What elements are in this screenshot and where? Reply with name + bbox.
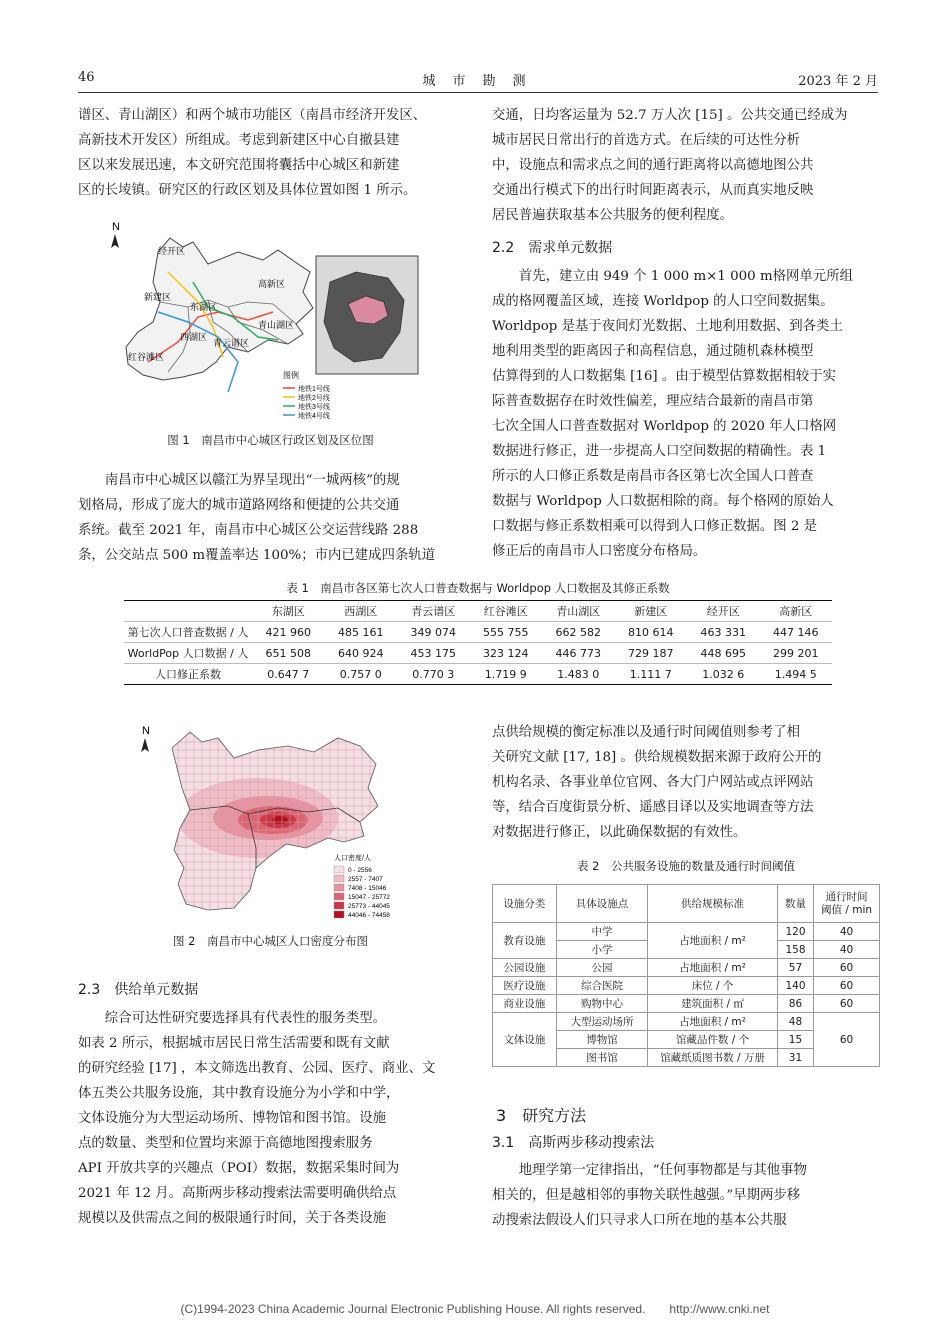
table-row: 小学 158 40 <box>493 941 880 959</box>
section-2-2-heading: 2.2 需求单元数据 <box>492 240 613 256</box>
right-top-text: 交通，日均客运量为 52.7 万人次 [15] 。公共交通已经成为 城市居民日常出行的首选方式。在后续的可达性分析 中，设施点和需求点之间的通行距离将以高德地图公共 交通出行模式下的出行时间距离表示，从而真实地反映 居民普遍获取基本公共服务的便利程度。 <box>492 108 848 223</box>
table-row: 第七次人口普查数据 / 人 421 960 485 161 349 074 555 755 662 582 810 614 463 331 447 146 <box>124 622 832 643</box>
right-22-text: 首先，建立由 949 个 1 000 m×1 000 m格网单元所组 成的格网覆盖区域，连接 Worldpop 的人口空间数据集。 Worldpop 是基于夜间灯光数据、土地利用数据、到各类土 地利用类型的距离因子和高程信息，通过随机森林模型 估算得到的人口数据集 [16] 。由于模型估算数据相较于实 际普查数据存在时效性偏差，理应结合最新的南昌市第 七次全国人口普查数据对 Worldpop 的 2020 年人口格网 数据进行修正，进一步提高人口空间数据的精确性。表 1 所示的人口修正系数是南昌市各区第七次全国人口普查 数据与 Worldpop 人口数据相除的商。每个格网的原始人 口数据与修正系数相乘可以得到人口修正数据。图 2 是 修正后的南昌市人口密度分布格局。 <box>492 269 853 559</box>
north-label: N <box>142 725 150 737</box>
legend-swatch <box>334 884 344 891</box>
table-row: 教育设施 中学 占地面积 / m² 120 40 <box>493 923 880 941</box>
legend-swatch <box>334 893 344 900</box>
section-2-3-heading: 2.3 供给单元数据 <box>78 982 199 998</box>
svg-text:青云谱区: 青云谱区 <box>213 338 250 348</box>
svg-text:东湖区: 东湖区 <box>190 302 218 312</box>
table-row: 人口修正系数 0.647 7 0.757 0 0.770 3 1.719 9 1.483 0 1.111 7 1.032 6 1.494 5 <box>124 664 832 685</box>
right-31-text: 地理学第一定律指出，“任何事物都是与其他事物 相关的，但是越相邻的事物关联性越强。”早期两步移 动搜索法假设人们只寻求人口所在地的基本公共服 <box>492 1163 807 1228</box>
issue-date: 2023 年 2 月 <box>798 74 878 89</box>
svg-text:人口密度/人: 人口密度/人 <box>334 855 371 862</box>
header-rule <box>78 92 878 93</box>
table-2-header: 设施分类 具体设施点 供给规模标准 数量 通行时间 阈值 / min <box>493 885 880 923</box>
legend-label: 0 - 2556 <box>348 867 372 874</box>
north-arrow-icon <box>141 738 149 752</box>
table-row: 商业设施 购物中心 建筑面积 / ㎡ 86 60 <box>493 995 880 1013</box>
svg-text:新建区: 新建区 <box>144 292 172 302</box>
section-3-1-heading: 3.1 高斯两步移动搜索法 <box>492 1135 655 1151</box>
legend-label: 7408 - 15046 <box>348 885 387 892</box>
legend-label: 25773 - 44045 <box>348 903 390 910</box>
legend-label: 44046 - 74458 <box>348 912 390 919</box>
table-1 <box>124 600 832 685</box>
north-arrow-icon <box>111 234 119 248</box>
north-label: N <box>112 221 120 233</box>
figure-1-map <box>98 212 420 424</box>
left-23-text: 综合可达性研究要选择具有代表性的服务类型。 如表 2 所示，根据城市居民日常生活需要和既有文献 的研究经验 [17] ，本文筛选出教育、公园、医疗、商业、文 体五类公共服务设施，其中教育设施分为小学和中学， 文体设施分为大型运动场所、博物馆和图书馆。设施 点的数量、类型和位置均来源于高德地图搜索服务 API 开放共享的兴趣点（POI）数据，数据采集时间为 2021 年 12 月。高斯两步移动搜索法需要明确供给点 规模以及供需点之间的极限通行时间，关于各类设施 <box>78 1011 436 1226</box>
table-row: 公园设施 公园 占地面积 / m² 57 60 <box>493 959 880 977</box>
figure-2-caption: 图 2 南昌市中心城区人口密度分布图 <box>173 934 368 948</box>
legend-label: 15047 - 25772 <box>348 894 390 901</box>
table-row: 医疗设施 综合医院 床位 / 个 140 60 <box>493 977 880 995</box>
svg-text:经开区: 经开区 <box>158 246 186 256</box>
legend-swatch <box>334 911 344 918</box>
table-row: 图书馆 馆藏纸质图书数 / 万册 31 <box>493 1049 880 1067</box>
svg-text:西湖区: 西湖区 <box>180 332 208 342</box>
svg-text:高新区: 高新区 <box>258 279 286 289</box>
table-row: WorldPop 人口数据 / 人 651 508 640 924 453 175 323 124 446 773 729 187 448 695 299 201 <box>124 643 832 664</box>
legend-swatch <box>334 902 344 909</box>
section-3-heading: 3 研究方法 <box>496 1106 587 1125</box>
legend-label: 2557 - 7407 <box>348 876 383 883</box>
table-1-caption: 表 1 南昌市各区第七次人口普查数据与 Worldpop 人口数据及其修正系数 <box>286 581 670 595</box>
legend-swatch <box>334 875 344 882</box>
svg-text:红谷滩区: 红谷滩区 <box>128 352 165 362</box>
journal-title: 城 市 勘 测 <box>422 74 528 89</box>
table-2 <box>492 884 880 1067</box>
svg-text:青山湖区: 青山湖区 <box>258 320 295 330</box>
table-row: 文体设施 大型运动场所 占地面积 / m² 48 60 <box>493 1013 880 1031</box>
figure-2-map <box>138 718 404 924</box>
svg-text:地铁3号线: 地铁3号线 <box>298 404 330 411</box>
right-mid-text: 点供给规模的衡定标准以及通行时间阈值则参考了相 关研究文献 [17, 18] 。供给规模数据来源于政府公开的 机构名录、各事业单位官网、各大门户网站或点评网站 等，结合百度街景分析、遥感目译以及实地调查等方法 对数据进行修正，以此确保数据的有效性。 <box>492 725 822 840</box>
table-2-caption: 表 2 公共服务设施的数量及通行时间阈值 <box>577 859 795 873</box>
figure-1-caption: 图 1 南昌市中心城区行政区划及区位图 <box>167 433 374 447</box>
svg-text:图例: 图例 <box>283 371 299 380</box>
legend-swatch <box>334 866 344 873</box>
left-top-text: 谱区、青山湖区）和两个城市功能区（南昌市经济开发区、 高新技术开发区）所组成。考虑到新建区中心自撤县建 区以来发展迅速，本文研究范围将囊括中心城区和新建 区的长堎镇。研究区的行政区划及具体位置如图 1 所示。 <box>78 108 427 198</box>
svg-text:地铁1号线: 地铁1号线 <box>298 386 330 393</box>
table-1-header: 东湖区 西湖区 青云谱区 红谷滩区 青山湖区 新建区 经开区 高新区 <box>124 601 832 622</box>
copyright-footer: (C)1994-2023 China Academic Journal Electronic Publishing House. All rights reserved. http://www.cnki.net <box>180 1302 770 1316</box>
table-row: 博物馆 馆藏品件数 / 个 15 <box>493 1031 880 1049</box>
left-mid-text: 南昌市中心城区以赣江为界呈现出“一城两核”的规 划格局，形成了庞大的城市道路网络和便捷的公共交通 系统。截至 2021 年，南昌市中心城区公交运营线路 288 条，公交站点 500 m覆盖率达 100%；市内已建成四条轨道 <box>78 473 436 563</box>
svg-text:地铁2号线: 地铁2号线 <box>298 395 330 402</box>
svg-text:地铁4号线: 地铁4号线 <box>298 413 330 420</box>
page-number: 46 <box>78 70 95 85</box>
